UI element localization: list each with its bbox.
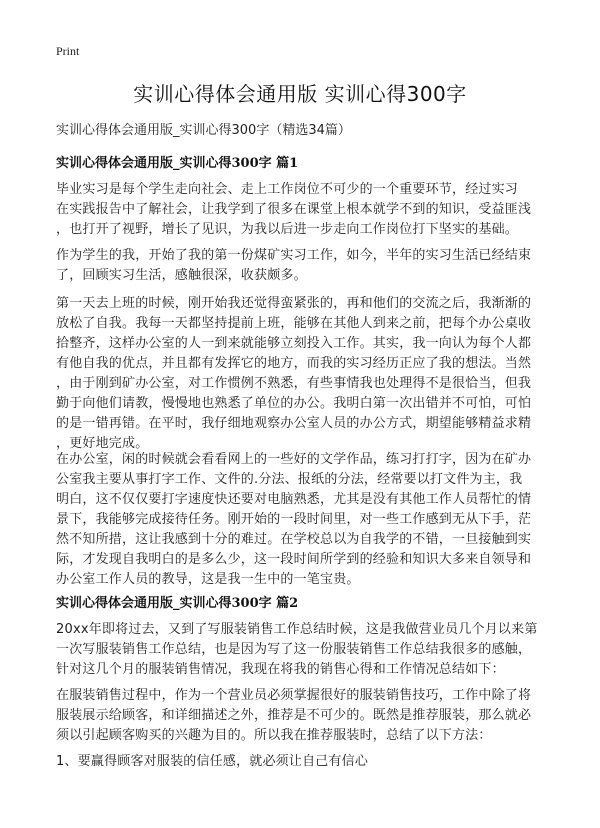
text-line: 放松了自我。我每一天都坚持提前上班，能够在其他人到来之前，把每个办公桌收 bbox=[56, 316, 532, 331]
text-line: ，由于刚到矿办公室，对工作惯例不熟悉，有些事情我也处理得不是很恰当，但我 bbox=[56, 376, 532, 391]
text-line: 须以引起顾客购买的兴趣为目的。所以我在推荐服装时，总结了以下方法： bbox=[56, 728, 492, 743]
text-line: 有他自我的优点，并且都有发挥它的地方，而我的实习经历正应了我的想法。当然 bbox=[56, 356, 532, 371]
text-line: 服装展示给顾客，和详细描述之外，推荐是不可少的。既然是推荐服装，那么就必 bbox=[56, 708, 532, 723]
text-line: 针对这几个月的服装销售情况，我现在将我的销售心得和工作情况总结如下： bbox=[56, 662, 505, 677]
text-line: 的是一错再错。在平时，我仔细地观察办公室人员的办公方式，期望能够精益求精 bbox=[56, 416, 532, 431]
text-line: 1、要赢得顾客对服装的信任感，就必须让自己有信心 bbox=[56, 754, 369, 769]
text-line: 勤于向他们请教，慢慢地也熟悉了单位的办公。我明白第一次出错并不可怕，可怕 bbox=[56, 396, 532, 411]
paragraph bbox=[56, 686, 546, 746]
text-line: ，也打开了视野，增长了见识，为我以后进一步走向工作岗位打下坚实的基础。 bbox=[56, 222, 519, 237]
text-line: 20xx年即将过去，又到了写服装销售工作总结时候，这是我做营业员几个月以来第 bbox=[56, 622, 538, 637]
text-line: 景下，我能够完成接待任务。刚开始的一段时间里，对一些工作感到无从下手，茫 bbox=[56, 512, 532, 527]
paragraph bbox=[56, 620, 546, 680]
document-title: 实训心得体会通用版 实训心得300字 bbox=[133, 82, 467, 106]
text-line: 办公室工作人员的教导，这是我一生中的一笔宝贵。 bbox=[56, 572, 360, 587]
text-line: 明白，这不仅仅要打字速度快还要对电脑熟悉，尤其是没有其他工作人员帮忙的情 bbox=[56, 492, 532, 507]
text-line: 作为学生的我，开始了我的第一份煤矿实习工作，如今，半年的实习生活已经结束 bbox=[56, 248, 532, 263]
paragraph bbox=[56, 450, 546, 590]
section-heading-2: 实训心得体会通用版_实训心得300字 篇2 bbox=[56, 596, 299, 611]
text-line: 际，才发现自我明白的是多么少，这一段时间所学到的经验和知识大多来自领导和 bbox=[56, 552, 532, 567]
section-heading-1: 实训心得体会通用版_实训心得300字 篇1 bbox=[56, 156, 299, 171]
text-line: 在服装销售过程中，作为一个营业员必须掌握很好的服装销售技巧，工作中除了将 bbox=[56, 688, 532, 703]
paragraph bbox=[56, 752, 546, 772]
text-line: ，更好地完成。 bbox=[56, 436, 149, 451]
text-line: 第一天去上班的时候，刚开始我还觉得蛮紧张的，再和他们的交流之后，我渐渐的 bbox=[56, 296, 532, 311]
text-line: 了，回顾实习生活，感触很深，收获颇多。 bbox=[56, 268, 307, 283]
paragraph bbox=[56, 294, 546, 454]
paragraph bbox=[56, 246, 546, 286]
text-line: 在办公室，闲的时候就会看看网上的一些好的文学作品，练习打打字，因为在矿办 bbox=[56, 452, 532, 467]
text-line: 毕业实习是每个学生走向社会、走上工作岗位不可少的一个重要环节，经过实习 bbox=[56, 182, 519, 197]
text-line: 在实践报告中了解社会，让我学到了很多在课堂上根本就学不到的知识，受益匪浅 bbox=[56, 202, 532, 217]
text-line: 一次写服装销售工作总结，也是因为写了这一份服装销售工作总结我很多的感触， bbox=[56, 642, 532, 657]
document-subtitle: 实训心得体会通用版_实训心得300字（精选34篇） bbox=[56, 123, 351, 138]
text-line: 拾整齐，这样办公室的人一到来就能够立刻投入工作。其实，我一向认为每个人都 bbox=[56, 336, 532, 351]
text-line: 公室我主要从事打字工作、文件的.分法、报纸的分法，经常要以打文件为主，我 bbox=[56, 472, 523, 487]
print-link[interactable]: Print bbox=[56, 44, 80, 58]
paragraph bbox=[56, 180, 546, 240]
text-line: 然不知所措，这让我感到十分的难过。在学校总以为自我学的不错，一旦接触到实 bbox=[56, 532, 532, 547]
